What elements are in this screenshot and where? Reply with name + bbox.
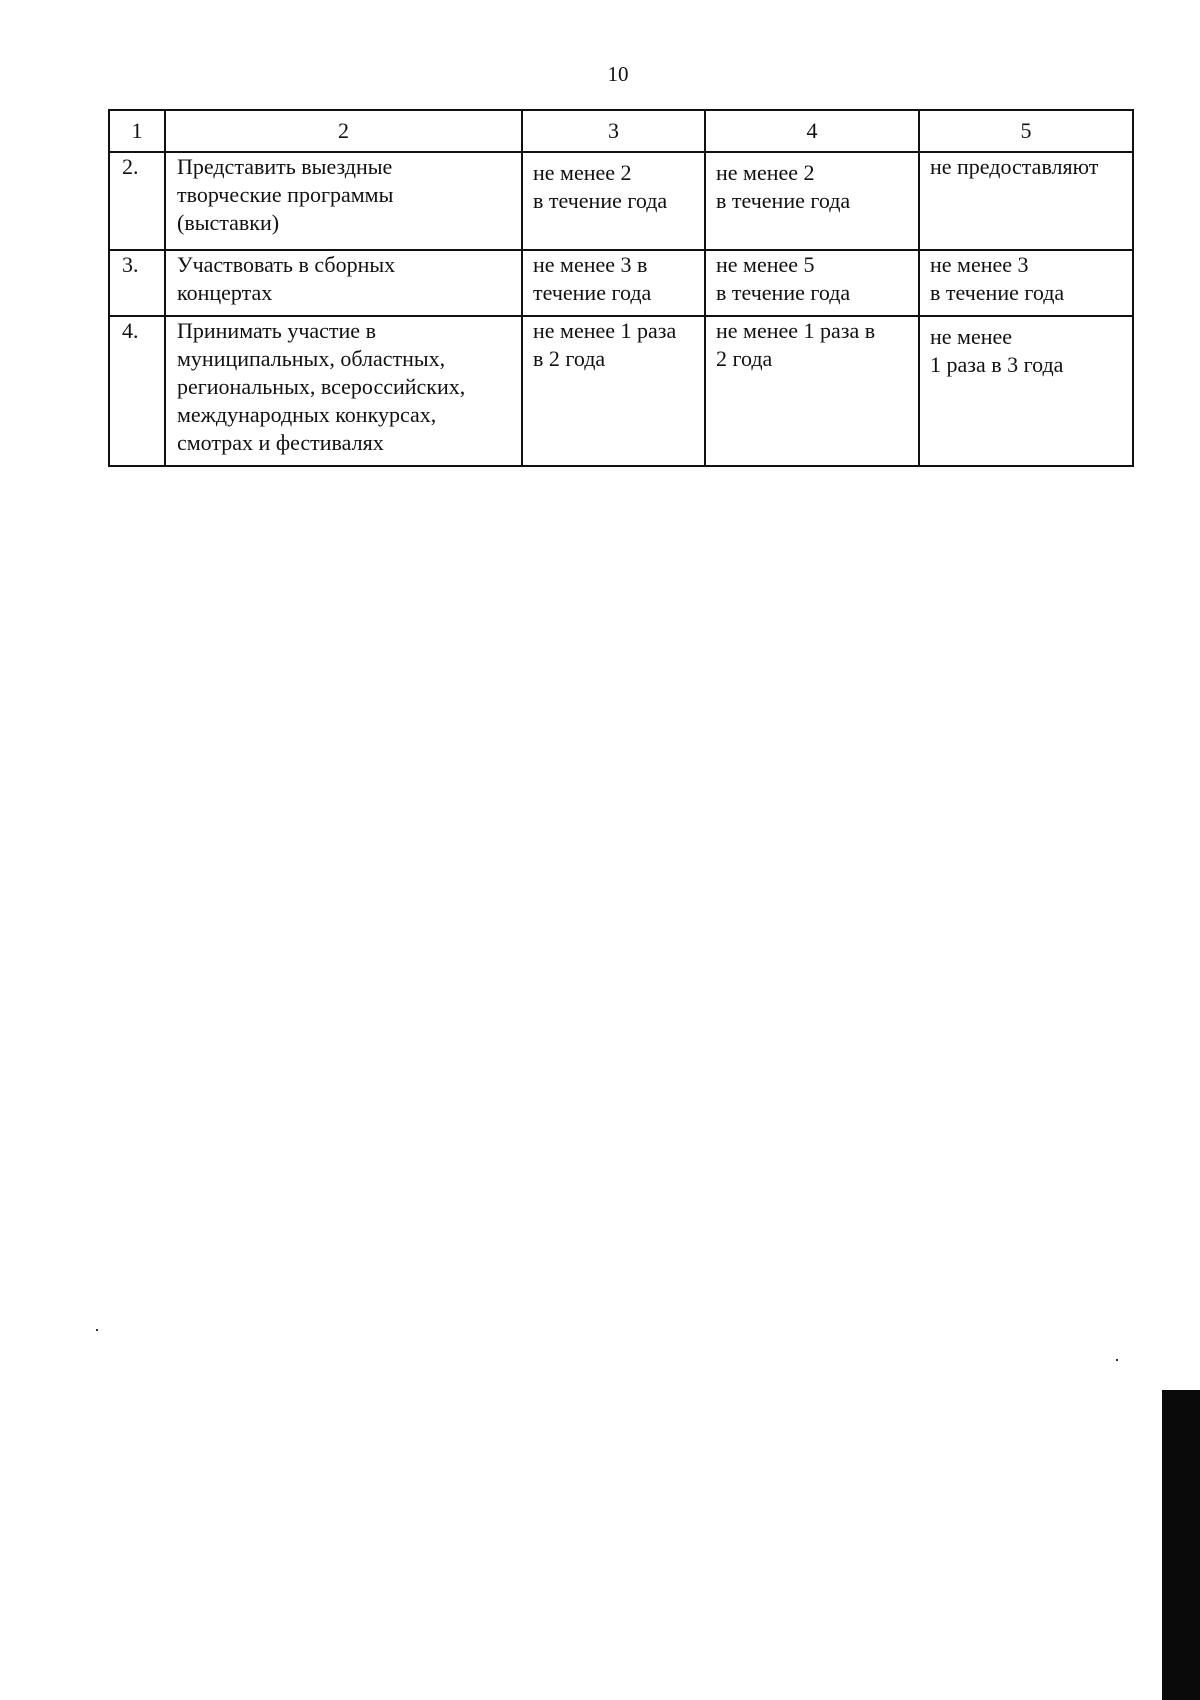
row-number: 3. [109, 250, 165, 316]
col3-value: не менее 1 раза в 2 года [522, 316, 705, 466]
table-row [109, 316, 1133, 466]
col4-value: не менее 1 раза в 2 года [705, 316, 919, 466]
page-number: 10 [607, 62, 629, 86]
col4-value: не менее 2 в течение года [705, 152, 919, 250]
col5-value: не менее 3 в течение года [919, 250, 1133, 316]
requirement-text: Принимать участие в муниципальных, областных, региональных, всероссийских, международных конкурсах, смотрах и фестивалях [165, 316, 522, 466]
row-number: 4. [109, 316, 165, 466]
col5-value: не предоставляют [919, 152, 1133, 250]
col3-value: не менее 3 в течение года [522, 250, 705, 316]
scan-edge-shadow [1162, 1390, 1200, 1700]
row-number: 2. [109, 152, 165, 250]
scan-speck [1116, 1359, 1118, 1361]
column-header-4: 4 [705, 110, 919, 152]
column-header-3: 3 [522, 110, 705, 152]
requirement-text: Участвовать в сборных концертах [165, 250, 522, 316]
table-row [109, 250, 1133, 316]
col5-value: не менее 1 раза в 3 года [919, 316, 1133, 466]
column-header-1: 1 [109, 110, 165, 152]
col4-value: не менее 5 в течение года [705, 250, 919, 316]
table-row [109, 152, 1133, 250]
table-header-row [109, 110, 1133, 152]
col3-value: не менее 2 в течение года [522, 152, 705, 250]
requirement-text: Представить выездные творческие программы (выставки) [165, 152, 522, 250]
column-header-5: 5 [919, 110, 1133, 152]
column-header-2: 2 [165, 110, 522, 152]
requirements-table [108, 109, 1134, 467]
scan-speck [96, 1329, 98, 1331]
